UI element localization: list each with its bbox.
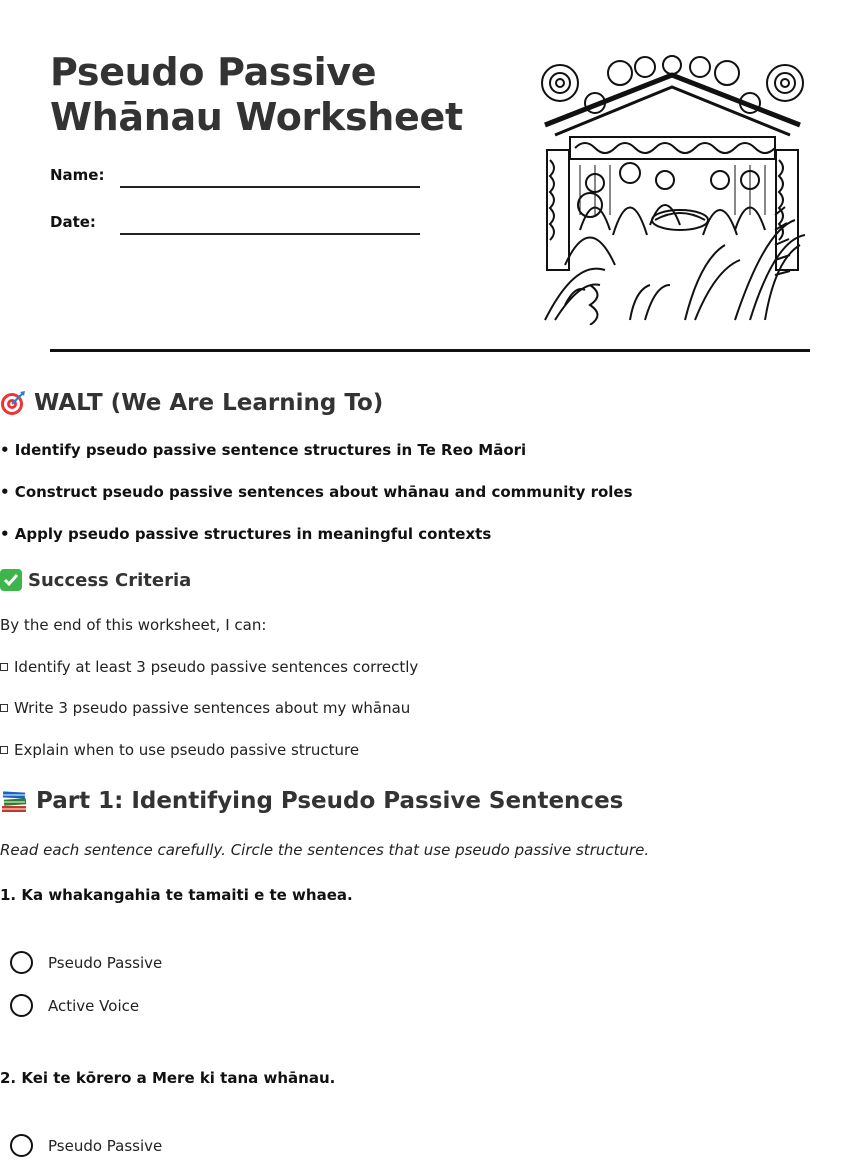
option-label: Active Voice (48, 996, 140, 1015)
question: 2. Kei te kōrero a Mere ki tana whānau. (0, 1069, 336, 1087)
name-field[interactable] (50, 166, 104, 184)
date-line[interactable] (120, 233, 420, 235)
check-mark-icon (0, 569, 22, 591)
success-criteria-intro: By the end of this worksheet, I can: (0, 616, 267, 634)
checkbox-icon[interactable] (0, 746, 8, 754)
checkbox-icon[interactable] (0, 663, 8, 671)
success-criteria-heading-text: Success Criteria (28, 569, 192, 591)
walt-item: • Identify pseudo passive sentence structures in Te Reo Māori (0, 441, 527, 459)
success-criteria-item[interactable]: Explain when to use pseudo passive structure (0, 741, 359, 759)
walt-heading (0, 390, 383, 416)
name-line[interactable] (120, 186, 420, 188)
option-label: Pseudo Passive (48, 953, 163, 972)
part1-instructions: Read each sentence carefully. Circle the sentences that use pseudo passive structure. (0, 841, 650, 859)
option-label: Pseudo Passive (48, 1136, 163, 1155)
wharenui-whanau-illustration (535, 55, 810, 325)
date-label: Date: (50, 213, 96, 231)
question: 1. Ka whakangahia te tamaiti e te whaea. (0, 886, 353, 904)
success-criteria-heading (0, 569, 191, 591)
walt-item: • Construct pseudo passive sentences about whānau and community roles (0, 483, 633, 501)
option-active-voice[interactable] (10, 994, 139, 1017)
target-icon (0, 390, 26, 416)
header-divider (50, 349, 810, 352)
date-field[interactable] (50, 213, 96, 231)
walt-item: • Apply pseudo passive structures in meaningful contexts (0, 525, 492, 543)
walt-heading-text: WALT (We Are Learning To) (34, 390, 384, 416)
checkbox-icon[interactable] (0, 704, 8, 712)
radio-circle[interactable] (10, 951, 33, 974)
radio-circle[interactable] (10, 1134, 33, 1157)
page-title: Pseudo Passive Whānau Worksheet (50, 50, 463, 139)
radio-circle[interactable] (10, 994, 33, 1017)
books-icon (0, 788, 28, 814)
worksheet-header (50, 0, 810, 352)
part1-heading-text: Part 1: Identifying Pseudo Passive Sentences (36, 788, 624, 814)
part1-heading (0, 788, 623, 814)
success-criteria-item[interactable]: Write 3 pseudo passive sentences about my whānau (0, 699, 410, 717)
name-label: Name: (50, 166, 105, 184)
option-pseudo-passive[interactable] (10, 1134, 162, 1157)
option-pseudo-passive[interactable] (10, 951, 162, 974)
success-criteria-item[interactable]: Identify at least 3 pseudo passive sentences correctly (0, 658, 418, 676)
